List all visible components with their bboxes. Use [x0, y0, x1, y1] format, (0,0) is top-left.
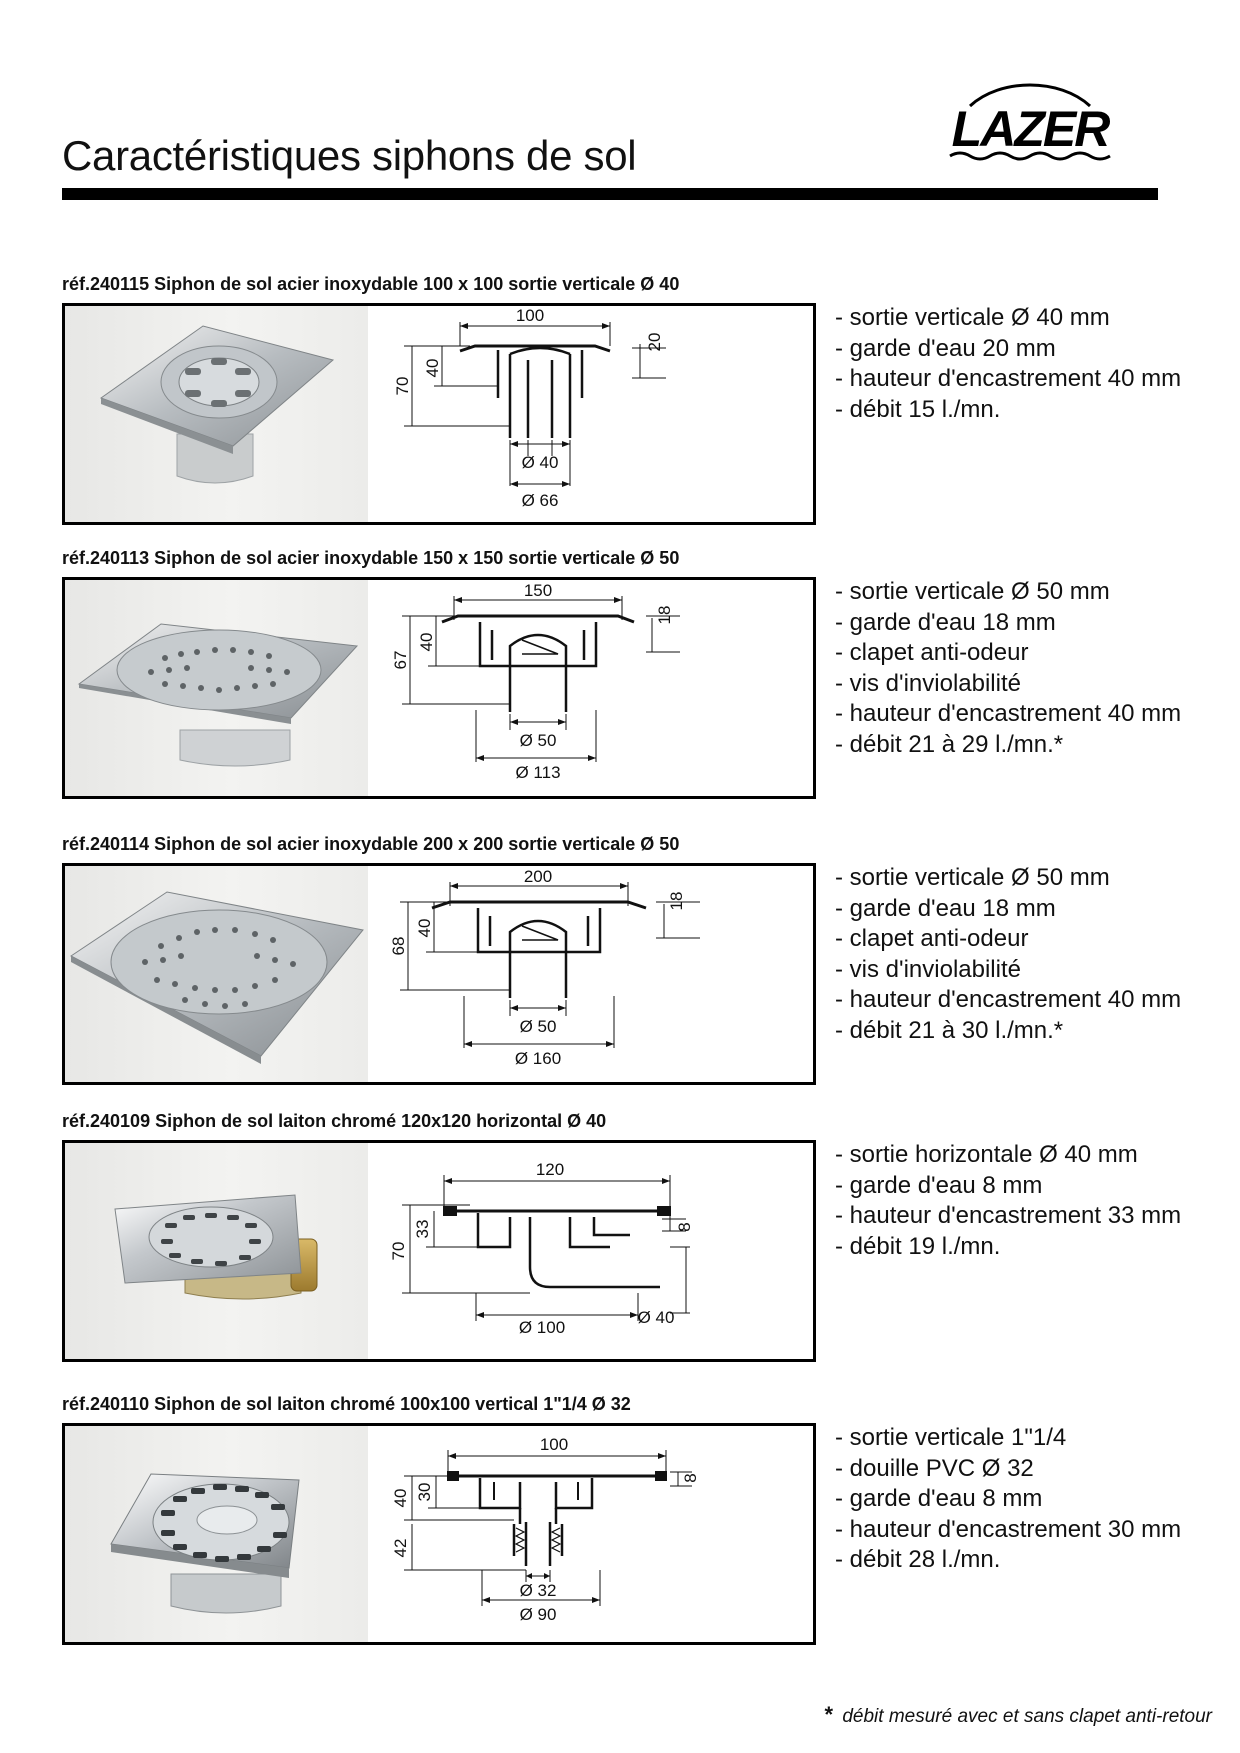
dim-width: 150	[523, 581, 553, 600]
product-photo	[65, 1426, 368, 1642]
feature-item: - sortie verticale Ø 50 mm	[835, 864, 1110, 891]
dim-body-diameter: Ø 90	[519, 1605, 557, 1624]
technical-drawing	[370, 1426, 813, 1642]
product-panel	[62, 1140, 816, 1362]
feature-item: - débit 28 l./mn.	[835, 1546, 1001, 1573]
feature-item: - garde d'eau 20 mm	[835, 334, 1056, 362]
product-photo	[65, 866, 368, 1082]
feature-item: - sortie verticale Ø 50 mm	[835, 578, 1110, 605]
feature-item: - débit 19 l./mn.	[835, 1232, 1001, 1260]
dim-body-diameter: Ø 66	[521, 491, 559, 510]
dim-outlet-diameter: Ø 50	[519, 1017, 557, 1036]
feature-list	[835, 577, 1181, 760]
dim-outer-height: 40	[391, 1488, 410, 1508]
dim-width: 100	[515, 306, 545, 325]
dim-total-height: 70	[389, 1241, 408, 1261]
footnote-text: débit mesuré avec et sans clapet anti-retour	[842, 1706, 1212, 1727]
feature-item: - hauteur d'encastrement 40 mm	[835, 700, 1182, 727]
product-ref-title: réf.240110 Siphon de sol laiton chromé 100x100 vertical 1"1/4 Ø 32	[62, 1394, 631, 1414]
footnote	[825, 1702, 1212, 1728]
feature-list	[835, 1423, 1181, 1576]
footnote-star: *	[824, 1702, 834, 1727]
dim-width: 100	[539, 1435, 569, 1454]
product-photo	[65, 580, 368, 796]
technical-drawing	[370, 580, 813, 796]
feature-item: - garde d'eau 8 mm	[835, 1485, 1043, 1512]
feature-item: - sortie horizontale Ø 40 mm	[835, 1141, 1138, 1168]
dim-water-seal: 18	[655, 605, 674, 625]
logo-text: LAZER	[951, 101, 1109, 157]
dim-water-seal: 18	[667, 891, 686, 911]
product-photo	[65, 306, 368, 522]
product-panel	[62, 863, 816, 1085]
feature-list	[835, 863, 1181, 1046]
feature-item: - sortie verticale Ø 40 mm	[835, 304, 1110, 331]
feature-item: - douille PVC Ø 32	[835, 1454, 1034, 1482]
dim-outlet-diameter: Ø 40	[521, 453, 559, 472]
feature-item: - sortie verticale 1"1/4	[835, 1424, 1067, 1451]
product-panel	[62, 303, 816, 525]
dim-water-seal: 8	[675, 1222, 694, 1232]
dim-total-height: 68	[389, 936, 408, 956]
dim-embed-height: 30	[415, 1482, 434, 1502]
dim-body-diameter: Ø 160	[514, 1049, 562, 1068]
dim-embed-height: 40	[417, 632, 436, 652]
dim-body-diameter: Ø 100	[518, 1318, 566, 1337]
feature-item: - clapet anti-odeur	[835, 639, 1029, 666]
feature-item: - débit 21 à 29 l./mn.*	[835, 730, 1064, 758]
feature-item: - hauteur d'encastrement 33 mm	[835, 1202, 1182, 1229]
dim-body-diameter: Ø 113	[515, 763, 561, 782]
feature-list	[835, 303, 1181, 425]
product-panel	[62, 577, 816, 799]
dim-total-height: 67	[391, 650, 410, 670]
feature-item: - vis d'inviolabilité	[835, 955, 1021, 983]
feature-item: - garde d'eau 18 mm	[835, 894, 1056, 922]
product-ref-title: réf.240114 Siphon de sol acier inoxydable 200 x 200 sortie verticale Ø 50	[62, 834, 680, 854]
product-panel	[62, 1423, 816, 1645]
dim-embed-height: 33	[413, 1219, 432, 1239]
lazer-logo	[930, 80, 1130, 176]
feature-item: - vis d'inviolabilité	[835, 669, 1021, 697]
product-ref-title: réf.240113 Siphon de sol acier inoxydable 150 x 150 sortie verticale Ø 50	[62, 548, 680, 568]
feature-item: - garde d'eau 18 mm	[835, 608, 1056, 636]
dim-width: 120	[535, 1160, 565, 1179]
title-rule	[62, 188, 1158, 200]
feature-item: - débit 15 l./mn.	[835, 395, 1001, 423]
dim-embed-height: 40	[423, 358, 442, 378]
feature-item: - débit 21 à 30 l./mn.*	[835, 1016, 1064, 1044]
technical-drawing	[370, 306, 813, 522]
feature-item: - garde d'eau 8 mm	[835, 1171, 1043, 1199]
product-photo	[65, 1143, 368, 1359]
dim-outlet-diameter: Ø 40	[637, 1308, 675, 1327]
feature-item: - hauteur d'encastrement 40 mm	[835, 365, 1182, 392]
product-ref-title: réf.240109 Siphon de sol laiton chromé 120x120 horizontal Ø 40	[62, 1111, 607, 1131]
dim-embed-height: 40	[415, 918, 434, 938]
dim-outlet-diameter: Ø 32	[519, 1581, 557, 1600]
dim-total-height: 70	[393, 376, 412, 396]
feature-item: - clapet anti-odeur	[835, 925, 1029, 952]
feature-item: - hauteur d'encastrement 40 mm	[835, 986, 1182, 1013]
feature-list	[835, 1140, 1181, 1262]
dim-water-seal: 8	[681, 1473, 700, 1483]
technical-drawing	[370, 866, 813, 1082]
product-ref-title: réf.240115 Siphon de sol acier inoxydable 100 x 100 sortie verticale Ø 40	[62, 274, 680, 294]
feature-item: - hauteur d'encastrement 30 mm	[835, 1515, 1182, 1543]
dim-width: 200	[523, 867, 553, 886]
dim-total-height: 42	[391, 1538, 410, 1558]
dim-water-seal: 20	[645, 332, 664, 352]
technical-drawing	[370, 1143, 813, 1359]
page-title: Caractéristiques siphons de sol	[62, 132, 637, 179]
dim-outlet-diameter: Ø 50	[519, 731, 557, 750]
